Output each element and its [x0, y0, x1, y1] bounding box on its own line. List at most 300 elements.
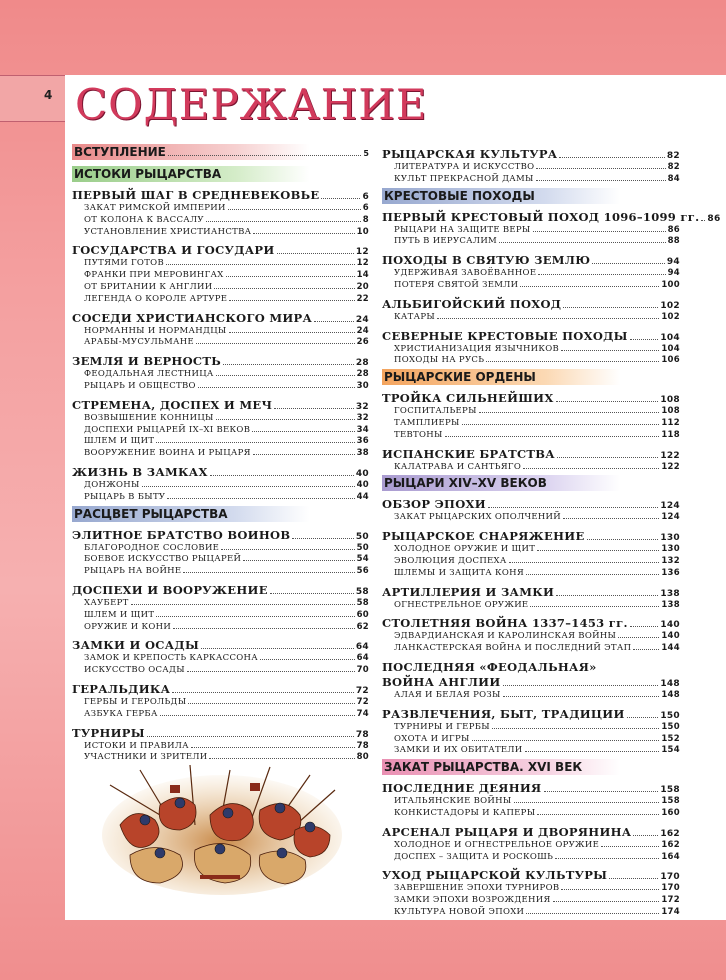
chapter-title: ПОХОДЫ В СВЯТУЮ ЗЕМЛЮ [382, 253, 591, 268]
leader-dots [156, 616, 354, 617]
subchapter-title: ОГНЕСТРЕЛЬНОЕ ОРУЖИЕ [394, 599, 529, 610]
page-ref: 54 [356, 554, 369, 565]
page-ref: 132 [661, 555, 680, 566]
leader-dots [609, 878, 658, 879]
subchapter-title: УДЕРЖИВАЯ ЗАВОЁВАННОЕ [394, 268, 537, 279]
leader-dots [526, 574, 659, 575]
subchapter-title: РЫЦАРЬ НА ВОЙНЕ [84, 566, 182, 577]
page-ref: 8 [362, 214, 369, 225]
page-ref: 162 [660, 828, 680, 839]
chapter-title: СЕВЕРНЫЕ КРЕСТОВЫЕ ПОХОДЫ [382, 328, 628, 343]
leader-dots [201, 648, 354, 649]
chapter-title: ПЕРВЫЙ ШАГ В СРЕДНЕВЕКОВЬЕ [72, 188, 320, 202]
leader-dots [156, 442, 354, 443]
subchapter-entry [382, 225, 680, 237]
leader-dots [216, 419, 355, 420]
page-ref: 72 [355, 685, 369, 696]
subchapter-entry [72, 203, 369, 215]
chapter-title: АЛЬБИГОЙСКИЙ ПОХОД [382, 296, 562, 311]
leader-dots [229, 332, 355, 333]
page-ref: 78 [355, 729, 369, 740]
subchapter-entry [72, 425, 369, 437]
toc-right-column [382, 142, 721, 919]
page-ref: 74 [356, 708, 369, 719]
subchapter-title: КОНКИСТАДОРЫ И КАПЕРЫ [394, 807, 536, 818]
leader-dots [226, 276, 355, 277]
subchapter-title: РЫЦАРИ НА ЗАЩИТЕ ВЕРЫ [394, 224, 531, 235]
leader-dots [533, 231, 666, 232]
subchapter-title: АЗБУКА ГЕРБА [84, 708, 158, 719]
leader-dots [216, 375, 355, 376]
page-ref: 170 [660, 872, 680, 883]
subchapter-title: ИСКУССТВО ОСАДЫ [84, 665, 185, 676]
leader-dots [559, 157, 664, 158]
subchapter-title: ЗАМОК И КРЕПОСТЬ КАРКАССОНА [84, 653, 258, 664]
chapter-entry [72, 583, 369, 598]
chapter-entry [382, 391, 680, 406]
leader-dots [472, 740, 660, 741]
leader-dots [630, 626, 659, 627]
subchapter-entry [382, 280, 680, 292]
chapter-title: РЫЦАРСКАЯ КУЛЬТУРА [382, 147, 558, 161]
chapter-entry [382, 209, 721, 225]
leader-dots [530, 606, 659, 607]
leader-dots [561, 350, 659, 351]
page-ref: 106 [661, 355, 680, 366]
page-ref: 140 [661, 631, 680, 642]
subchapter-title: КУЛЬТ ПРЕКРАСНОЙ ДАМЫ [394, 173, 534, 184]
page-ref: 86 [667, 224, 680, 235]
chapter-entry [72, 465, 369, 480]
page-ref: 62 [356, 621, 369, 632]
chapter-title: ГЕРАЛЬДИКА [72, 681, 171, 696]
subchapter-entry [72, 448, 369, 460]
section-header [72, 144, 369, 160]
subchapter-title: ЗАКАТ РЫЦАРСКИХ ОПОЛЧЕНИЙ [394, 512, 561, 523]
page-ref: 108 [661, 406, 680, 417]
subchapter-title: ОТ БРИТАНИИ К АНГЛИИ [84, 281, 213, 292]
page-ref: 130 [660, 533, 680, 544]
leader-dots [601, 846, 659, 847]
leader-dots [523, 468, 659, 469]
chapter-entry [72, 528, 369, 543]
chapter-title: СОСЕДИ ХРИСТИАНСКОГО МИРА [72, 310, 313, 325]
subchapter-title: РЫЦАРЬ И ОБЩЕСТВО [84, 380, 196, 391]
chapter-entry [72, 398, 369, 413]
page-ref: 88 [667, 236, 680, 247]
leader-dots [274, 408, 354, 409]
toc-left-column [72, 142, 369, 764]
page-ref: 80 [356, 752, 369, 763]
page-ref: 78 [356, 740, 369, 751]
page-ref: 152 [661, 733, 680, 744]
section-title: ЗАКАТ РЫЦАРСТВА. XVI ВЕК [384, 760, 583, 775]
leader-dots [260, 659, 355, 660]
chapter-title: ЭЛИТНОЕ БРАТСТВО ВОИНОВ [72, 527, 291, 542]
chapter-entry [382, 781, 680, 796]
page-ref: 36 [356, 436, 369, 447]
leader-dots [191, 747, 355, 748]
subchapter-entry [72, 227, 369, 239]
chapter-entry [382, 585, 680, 600]
leader-dots [462, 424, 660, 425]
subchapter-entry [72, 337, 369, 349]
page-ref: 136 [661, 567, 680, 578]
subchapter-entry [382, 174, 680, 186]
chapter-entry [72, 638, 369, 653]
page-number-tab [0, 75, 65, 122]
section-header [72, 166, 369, 182]
leader-dots [509, 562, 660, 563]
chapter-title: РЫЦАРСКОЕ СНАРЯЖЕНИЕ [382, 529, 585, 544]
subchapter-entry [72, 697, 369, 709]
chapter-entry [382, 447, 680, 462]
subchapter-entry [382, 312, 680, 324]
leader-dots [270, 593, 354, 594]
leader-dots [544, 791, 659, 792]
subchapter-entry [382, 268, 680, 280]
subchapter-entry [382, 512, 680, 524]
subchapter-entry [72, 413, 369, 425]
section-header [72, 506, 369, 522]
page-ref: 34 [356, 424, 369, 435]
page-ref: 22 [356, 293, 369, 304]
page-ref: 158 [660, 785, 680, 796]
chapter-entry [72, 354, 369, 369]
leader-dots [563, 518, 659, 519]
leader-dots [253, 233, 354, 234]
subchapter-entry [72, 709, 369, 721]
section-title: ИСТОКИ РЫЦАРСТВА [74, 167, 222, 181]
leader-dots [536, 168, 665, 169]
subchapter-title: ЗАМКИ И ИХ ОБИТАТЕЛИ [394, 745, 523, 756]
subchapter-entry [72, 752, 369, 764]
leader-dots [503, 696, 660, 697]
subchapter-title: ШЛЕМ И ЩИТ [84, 609, 155, 620]
subchapter-entry [382, 418, 680, 430]
page-ref: 94 [667, 268, 680, 279]
leader-dots [209, 758, 354, 759]
page-ref: 20 [356, 281, 369, 292]
chapter-entry [382, 297, 680, 312]
page-ref: 122 [660, 450, 680, 461]
page-ref: 122 [661, 461, 680, 472]
leader-dots [292, 538, 354, 539]
subchapter-title: ЗАМКИ ЭПОХИ ВОЗРОЖДЕНИЯ [394, 895, 551, 906]
subchapter-entry [72, 480, 369, 492]
leader-dots [221, 549, 354, 550]
page-ref: 100 [661, 279, 680, 290]
leader-dots [556, 595, 658, 596]
page-ref: 138 [661, 599, 680, 610]
section-title: ВСТУПЛЕНИЕ [74, 145, 166, 159]
page-title: СОДЕРЖАНИЕ [75, 80, 428, 129]
subchapter-title: ЛЕГЕНДА О КОРОЛЕ АРТУРЕ [84, 293, 228, 304]
page-ref: 150 [661, 721, 680, 732]
page-ref: 40 [355, 468, 369, 479]
subchapter-entry [72, 653, 369, 665]
chapter-entry [382, 707, 680, 722]
leader-dots [437, 318, 659, 319]
page-ref: 64 [356, 653, 369, 664]
chapter-title: ГОСУДАРСТВА И ГОСУДАРИ [72, 243, 275, 258]
leader-dots [526, 913, 659, 914]
leader-dots [536, 180, 666, 181]
section-header [382, 475, 680, 491]
leader-dots [557, 457, 658, 458]
subchapter-entry [382, 430, 680, 442]
page-number: 4 [44, 88, 53, 102]
page-ref: 56 [356, 566, 369, 577]
leader-dots [166, 264, 355, 265]
page-ref: 124 [660, 501, 680, 512]
subchapter-entry [382, 236, 680, 248]
page-ref: 82 [667, 162, 680, 172]
subchapter-title: ЛИТЕРАТУРА И ИСКУССТВО [394, 162, 535, 172]
leader-dots [321, 198, 360, 199]
chapter-title: АРСЕНАЛ РЫЦАРЯ И ДВОРЯНИНА [382, 824, 632, 839]
chapter-entry [382, 616, 680, 631]
page-ref: 164 [661, 851, 680, 862]
page-ref: 32 [355, 401, 369, 412]
page-ref: 5 [363, 149, 369, 158]
subchapter-entry [382, 600, 680, 612]
leader-dots [172, 692, 354, 693]
subchapter-title: ЛАНКАСТЕРСКАЯ ВОЙНА И ПОСЛЕДНИЙ ЭТАП [394, 643, 632, 654]
subchapter-title: ДОНЖОНЫ [84, 479, 140, 490]
page-ref: 10 [356, 226, 369, 237]
chapter-title: ВОЙНА АНГЛИИ [382, 674, 501, 689]
subchapter-title: РЫЦАРЬ В БЫТУ [84, 491, 166, 502]
leader-dots [314, 321, 354, 322]
page-ref: 28 [356, 369, 369, 380]
leader-dots [479, 412, 660, 413]
leader-dots [243, 560, 354, 561]
page-ref: 124 [661, 512, 680, 523]
chapter-entry [72, 682, 369, 697]
page-ref: 50 [356, 542, 369, 553]
page-ref: 104 [661, 343, 680, 354]
leader-dots [147, 736, 354, 737]
leader-dots [223, 364, 354, 365]
page-ref: 82 [666, 151, 680, 161]
page-ref: 58 [356, 597, 369, 608]
page-ref: 70 [356, 665, 369, 676]
chapter-title: ПОСЛЕДНЯЯ «ФЕОДАЛЬНАЯ» [382, 659, 597, 674]
page-ref: 158 [661, 796, 680, 807]
subchapter-entry [382, 840, 680, 852]
leader-dots [525, 751, 660, 752]
leader-dots [618, 637, 659, 638]
page-ref: 170 [661, 883, 680, 894]
subchapter-title: ЭВОЛЮЦИЯ ДОСПЕХА [394, 555, 507, 566]
leader-dots [277, 253, 354, 254]
page-ref: 104 [660, 332, 680, 343]
page-ref: 58 [355, 586, 369, 597]
leader-dots [160, 715, 355, 716]
chapter-title-line1 [382, 660, 680, 675]
leader-dots [198, 387, 355, 388]
leader-dots [520, 286, 659, 287]
page-ref: 108 [660, 395, 680, 406]
subchapter-entry [382, 808, 680, 820]
subchapter-title: ХОЛОДНОЕ И ОГНЕСТРЕЛЬНОЕ ОРУЖИЕ [394, 839, 600, 850]
leader-dots [538, 274, 665, 275]
subchapter-title: КУЛЬТУРА НОВОЙ ЭПОХИ [394, 906, 525, 917]
page-ref: 102 [660, 300, 680, 311]
chapter-title: СТОЛЕТНЯЯ ВОЙНА 1337–1453 гг. [382, 616, 628, 631]
leader-dots [555, 858, 659, 859]
page-ref: 112 [661, 417, 680, 428]
page-ref: 40 [356, 479, 369, 490]
subchapter-title: АРАБЫ-МУСУЛЬМАНЕ [84, 337, 194, 348]
leader-dots [488, 507, 658, 508]
leader-dots [167, 498, 354, 499]
chapter-title: ЖИЗНЬ В ЗАМКАХ [72, 464, 208, 479]
chapter-entry [382, 675, 680, 690]
subchapter-entry [72, 543, 369, 555]
page-ref: 102 [661, 311, 680, 322]
subchapter-title: ОРУЖИЕ И КОНИ [84, 621, 172, 632]
leader-dots [633, 835, 658, 836]
leader-dots [486, 361, 659, 362]
subchapter-title: ВОЗВЫШЕНИЕ КОННИЦЫ [84, 412, 214, 423]
subchapter-title: ДОСПЕХИ РЫЦАРЕЙ IX–XI ВЕКОВ [84, 424, 251, 435]
subchapter-title: ИСТОКИ И ПРАВИЛА [84, 740, 189, 751]
subchapter-title: ХАУБЕРТ [84, 597, 129, 608]
subchapter-entry [72, 436, 369, 448]
subchapter-entry [382, 722, 680, 734]
subchapter-entry [72, 326, 369, 338]
chapter-title: ТУРНИРЫ [72, 725, 145, 740]
subchapter-entry [72, 741, 369, 753]
subchapter-title: КАТАРЫ [394, 311, 436, 322]
section-title: КРЕСТОВЫЕ ПОХОДЫ [384, 188, 535, 203]
chapter-title: УХОД РЫЦАРСКОЙ КУЛЬТУРЫ [382, 868, 608, 883]
subchapter-entry [382, 883, 680, 895]
leader-dots [492, 728, 659, 729]
subchapter-title: ЭДВАРДИАНСКАЯ И КАРОЛИНСКАЯ ВОЙНЫ [394, 631, 617, 642]
page-ref: 32 [356, 412, 369, 423]
section-title: РАСЦВЕТ РЫЦАРСТВА [74, 506, 228, 521]
leader-dots [196, 343, 355, 344]
page-ref: 60 [356, 609, 369, 620]
leader-dots [131, 604, 355, 605]
page-ref: 72 [356, 696, 369, 707]
subchapter-entry [72, 369, 369, 381]
subchapter-entry [72, 665, 369, 677]
page-ref: 144 [661, 643, 680, 654]
chapter-title: ПЕРВЫЙ КРЕСТОВЫЙ ПОХОД 1096–1099 гг. [382, 209, 700, 224]
page-ref: 86 [707, 213, 721, 224]
chapter-entry [72, 311, 369, 326]
chapter-title: ДОСПЕХИ И ВООРУЖЕНИЕ [72, 582, 268, 597]
subchapter-title: ТАМПЛИЕРЫ [394, 417, 460, 428]
subchapter-entry [382, 690, 680, 702]
page-ref: 26 [356, 337, 369, 348]
subchapter-entry [382, 544, 680, 556]
chapter-entry [72, 243, 369, 258]
page-ref: 130 [661, 544, 680, 555]
page-ref: 154 [661, 745, 680, 756]
subchapter-title: БЛАГОРОДНОЕ СОСЛОВИЕ [84, 542, 220, 553]
leader-dots [503, 685, 659, 686]
subchapter-title: ГЕРБЫ И ГЕРОЛЬДЫ [84, 696, 187, 707]
subchapter-entry [72, 294, 369, 306]
leader-dots [701, 220, 705, 221]
subchapter-title: ШЛЕМ И ЩИТ [84, 436, 155, 447]
subchapter-title: ОХОТА И ИГРЫ [394, 733, 470, 744]
leader-dots [514, 802, 660, 803]
leader-dots [228, 209, 361, 210]
leader-dots [214, 288, 354, 289]
page-ref: 64 [355, 642, 369, 653]
subchapter-entry [382, 895, 680, 907]
page-ref: 12 [355, 247, 369, 258]
subchapter-title: АЛАЯ И БЕЛАЯ РОЗЫ [394, 689, 501, 700]
subchapter-title: ЗАВЕРШЕНИЕ ЭПОХИ ТУРНИРОВ [394, 883, 560, 894]
subchapter-title: НОРМАННЫ И НОРМАНДЦЫ [84, 325, 227, 336]
page-ref: 84 [667, 173, 680, 184]
subchapter-title: БОЕВОЕ ИСКУССТВО РЫЦАРЕЙ [84, 554, 242, 565]
leader-dots [210, 475, 354, 476]
leader-dots [553, 901, 660, 902]
subchapter-title: ХОЛОДНОЕ ОРУЖИЕ И ЩИТ [394, 544, 536, 555]
leader-dots [229, 300, 354, 301]
subchapter-entry [382, 568, 680, 580]
chapter-entry [382, 329, 680, 344]
subchapter-entry [72, 215, 369, 227]
leader-dots [537, 814, 659, 815]
page-ref: 140 [660, 620, 680, 631]
subchapter-entry [382, 355, 680, 367]
subchapter-entry [72, 258, 369, 270]
subchapter-entry [72, 554, 369, 566]
leader-dots [561, 889, 659, 890]
leader-dots [445, 436, 660, 437]
page-ref: 6 [362, 203, 369, 213]
leader-dots [563, 307, 658, 308]
chapter-entry [382, 497, 680, 512]
leader-dots [168, 155, 362, 156]
chapter-title: ТРОЙКА СИЛЬНЕЙШИХ [382, 391, 554, 406]
page-ref: 38 [356, 448, 369, 459]
chapter-entry [382, 253, 680, 268]
leader-dots [206, 221, 361, 222]
subchapter-entry [382, 734, 680, 746]
subchapter-entry [382, 852, 680, 864]
page-ref: 14 [356, 270, 369, 281]
page-ref: 160 [661, 807, 680, 818]
subchapter-entry [382, 796, 680, 808]
subchapter-title: КАЛАТРАВА И САНТЬЯГО [394, 461, 522, 472]
subchapter-entry [382, 631, 680, 643]
subchapter-title: УСТАНОВЛЕНИЕ ХРИСТИАНСТВА [84, 226, 252, 237]
subchapter-entry [382, 745, 680, 757]
subchapter-title: ШЛЕМЫ И ЗАЩИТА КОНЯ [394, 567, 525, 578]
subchapter-title: ПУТЬ В ИЕРУСАЛИМ [394, 236, 498, 247]
subchapter-title: ЗАКАТ РИМСКОЙ ИМПЕРИИ [84, 203, 226, 213]
section-title: РЫЦАРИ XIV–XV ВЕКОВ [384, 476, 547, 491]
chapter-title: ПОСЛЕДНИЕ ДЕЯНИЯ [382, 781, 542, 796]
chapter-entry [382, 825, 680, 840]
subchapter-title: ПОХОДЫ НА РУСЬ [394, 355, 485, 366]
page-ref: 50 [355, 531, 369, 542]
page-ref: 150 [660, 710, 680, 721]
page-ref: 138 [660, 588, 680, 599]
leader-dots [630, 339, 659, 340]
page-ref: 24 [355, 314, 369, 325]
